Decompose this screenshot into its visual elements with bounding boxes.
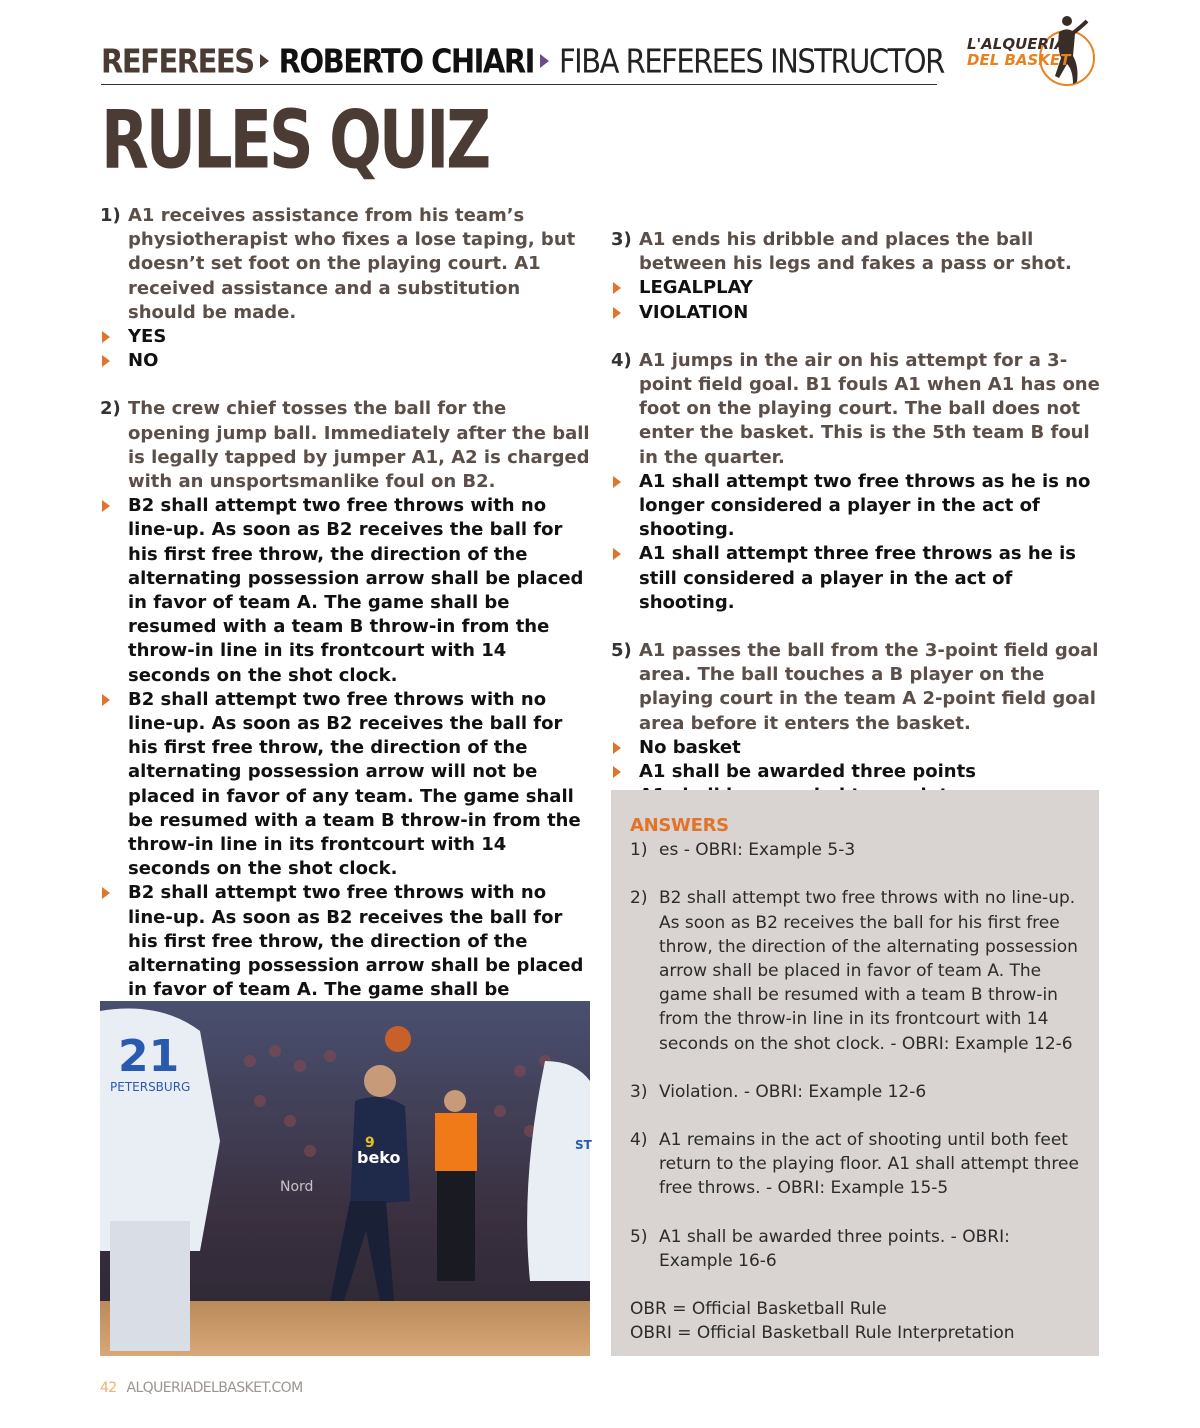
page-title: RULES QUIZ bbox=[101, 92, 489, 188]
answer-text: Violation. - OBRI: Example 12-6 bbox=[659, 1081, 927, 1102]
answer-option[interactable] bbox=[100, 494, 592, 688]
option-text: B2 shall attempt two free throws with no line-up. As soon as B2 receives the ball for his first free throw, the direction of the alternating possession arrow shall be placed in favor of team A. The game shall be bbox=[128, 882, 584, 1001]
answer-text: es - OBRI: Example 5-3 bbox=[659, 840, 856, 861]
option-text: B2 shall attempt two free throws with no line-up. As soon as B2 receives the ball for his first free throw, the direction of the alternating possession arrow shall be placed in favor of team A. The game shall be resumed with a team B throw-in from the throw-in line in its frontcourt with 14 seconds on the shot clock. bbox=[128, 495, 584, 686]
answer-option[interactable] bbox=[100, 688, 592, 882]
breadcrumb-section[interactable]: REFEREES bbox=[101, 41, 254, 81]
answer-item bbox=[630, 1080, 1081, 1104]
answer-option[interactable] bbox=[611, 470, 1103, 543]
answer-number: 1) bbox=[630, 840, 648, 861]
basketball-game-photo bbox=[100, 1001, 590, 1356]
jersey-number-21: 21 bbox=[118, 1031, 180, 1082]
answer-item bbox=[630, 1225, 1081, 1273]
brand-logo bbox=[955, 14, 1105, 106]
site-link[interactable]: ALQUERIADELBASKET.COM bbox=[126, 1380, 303, 1396]
answer-text: A1 shall be awarded three points. - OBRI: Example 16-6 bbox=[659, 1226, 1010, 1271]
answers-title: ANSWERS bbox=[630, 815, 729, 836]
breadcrumb bbox=[101, 38, 944, 85]
answer-option[interactable] bbox=[100, 349, 592, 373]
option-text: YES bbox=[128, 326, 167, 348]
bullet-arrow-icon bbox=[611, 760, 639, 784]
question-number: 1) bbox=[100, 205, 121, 226]
answer-option[interactable] bbox=[611, 301, 1103, 325]
bullet-arrow-icon bbox=[611, 276, 639, 300]
answer-number: 5) bbox=[630, 1226, 648, 1247]
legend-obri: OBRI = Official Basketball Rule Interpretation bbox=[630, 1323, 1015, 1344]
breadcrumb-arrow-icon bbox=[540, 54, 549, 68]
bullet-arrow-icon bbox=[100, 349, 128, 373]
bullet-arrow-icon bbox=[100, 325, 128, 349]
answer-item bbox=[630, 1128, 1081, 1201]
answer-option[interactable] bbox=[100, 325, 592, 349]
answer-item bbox=[630, 886, 1081, 1055]
question-3 bbox=[611, 228, 1103, 325]
answer-text: A1 remains in the act of shooting until both feet return to the playing floor. A1 shall attempt three free throws. - OBRI: Example 15-5 bbox=[659, 1130, 1079, 1199]
page-number: 42 bbox=[100, 1380, 117, 1396]
page-footer bbox=[100, 1380, 303, 1396]
jersey-text-beko: beko bbox=[357, 1148, 401, 1167]
breadcrumb-role: FIBA REFEREES INSTRUCTOR bbox=[558, 41, 944, 81]
answers-panel bbox=[611, 790, 1099, 1356]
bullet-arrow-icon bbox=[100, 494, 128, 688]
breadcrumb-arrow-icon bbox=[260, 54, 269, 68]
question-number: 2) bbox=[100, 398, 121, 420]
answer-text: B2 shall attempt two free throws with no line-up. As soon as B2 receives the ball for his first free throw, the direction of the alternating possession arrow shall be placed in favor of team A. The game shall be resumed with a team B throw-in from the throw-in line in its frontcourt with 14 seconds on the shot clock. - OBRI: Example 12-6 bbox=[659, 888, 1078, 1054]
jersey-text-petersburg: PETERSBURG bbox=[110, 1080, 191, 1094]
questions-right-column bbox=[611, 228, 1103, 832]
answer-item bbox=[630, 838, 1081, 862]
question-text: A1 jumps in the air on his attempt for a 3-point field goal. B1 fouls A1 when A1 has one foot on the playing court. The ball does not enter the basket. This is the 5th team B foul in the quarter. bbox=[639, 349, 1100, 468]
question-5 bbox=[611, 639, 1103, 808]
option-text: No basket bbox=[639, 736, 741, 758]
option-text: NO bbox=[128, 350, 159, 372]
option-text: VIOLATION bbox=[639, 301, 749, 323]
option-text: B2 shall attempt two free throws with no line-up. As soon as B2 receives the ball for his first free throw, the direction of the alternating possession arrow will not be placed in favor of any team. The game shall be resumed with a team B throw-in from the throw-in line in its frontcourt with 14 seconds on the shot clock. bbox=[128, 688, 581, 880]
option-text: A1 shall be awarded three points bbox=[639, 761, 976, 783]
bullet-arrow-icon bbox=[611, 470, 639, 543]
question-4 bbox=[611, 349, 1103, 615]
bullet-arrow-icon bbox=[611, 542, 639, 615]
jersey-number-9: 9 bbox=[365, 1135, 375, 1151]
questions-left-column bbox=[100, 204, 592, 1075]
answer-number: 4) bbox=[630, 1130, 648, 1151]
question-1 bbox=[100, 204, 592, 373]
question-number: 3) bbox=[611, 229, 632, 250]
answer-number: 3) bbox=[630, 1081, 648, 1102]
abbreviation-legend bbox=[630, 1297, 1081, 1345]
board-text-nord: Nord bbox=[280, 1179, 314, 1195]
answer-option[interactable] bbox=[611, 736, 1103, 760]
answer-number: 2) bbox=[630, 888, 648, 909]
bullet-arrow-icon bbox=[611, 301, 639, 325]
question-2 bbox=[100, 397, 592, 1050]
answer-option[interactable] bbox=[611, 542, 1103, 615]
logo-line-2: DEL BASKET bbox=[967, 51, 1071, 69]
question-text: A1 ends his dribble and places the ball between his legs and fakes a pass or shot. bbox=[639, 229, 1072, 275]
option-text: A1 shall attempt three free throws as he is still considered a player in the act of shooting. bbox=[639, 543, 1077, 613]
question-text: The crew chief tosses the ball for the opening jump ball. Immediately after the ball is legally tapped by jumper A1, A2 is charged with an unsportsmanlike foul on B2. bbox=[128, 398, 590, 493]
bullet-arrow-icon bbox=[100, 688, 128, 882]
option-text: LEGALPLAY bbox=[639, 277, 753, 299]
legend-obr: OBR = Official Basketball Rule bbox=[630, 1299, 887, 1320]
question-number: 5) bbox=[611, 640, 632, 662]
bullet-arrow-icon bbox=[611, 736, 639, 760]
answer-option[interactable] bbox=[611, 276, 1103, 300]
question-text: A1 passes the ball from the 3-point field goal area. The ball touches a B player on the playing court in the team A 2-point field goal area before it enters the basket. bbox=[639, 640, 1099, 734]
game-photo-illustration bbox=[100, 1001, 590, 1356]
breadcrumb-author[interactable]: ROBERTO CHIARI bbox=[278, 41, 534, 81]
question-text: A1 receives assistance from his team’s physiotherapist who fixes a lose taping, but doesn’t set foot on the playing court. A1 received assistance and a substitution should be made. bbox=[128, 205, 576, 323]
answer-option[interactable] bbox=[611, 760, 1103, 784]
option-text: A1 shall attempt two free throws as he is no longer considered a player in the act of shooting. bbox=[639, 470, 1091, 541]
question-number: 4) bbox=[611, 349, 632, 371]
logo-line-1: L'ALQUERIA bbox=[967, 35, 1067, 53]
jersey-text-st: ST bbox=[575, 1138, 592, 1152]
